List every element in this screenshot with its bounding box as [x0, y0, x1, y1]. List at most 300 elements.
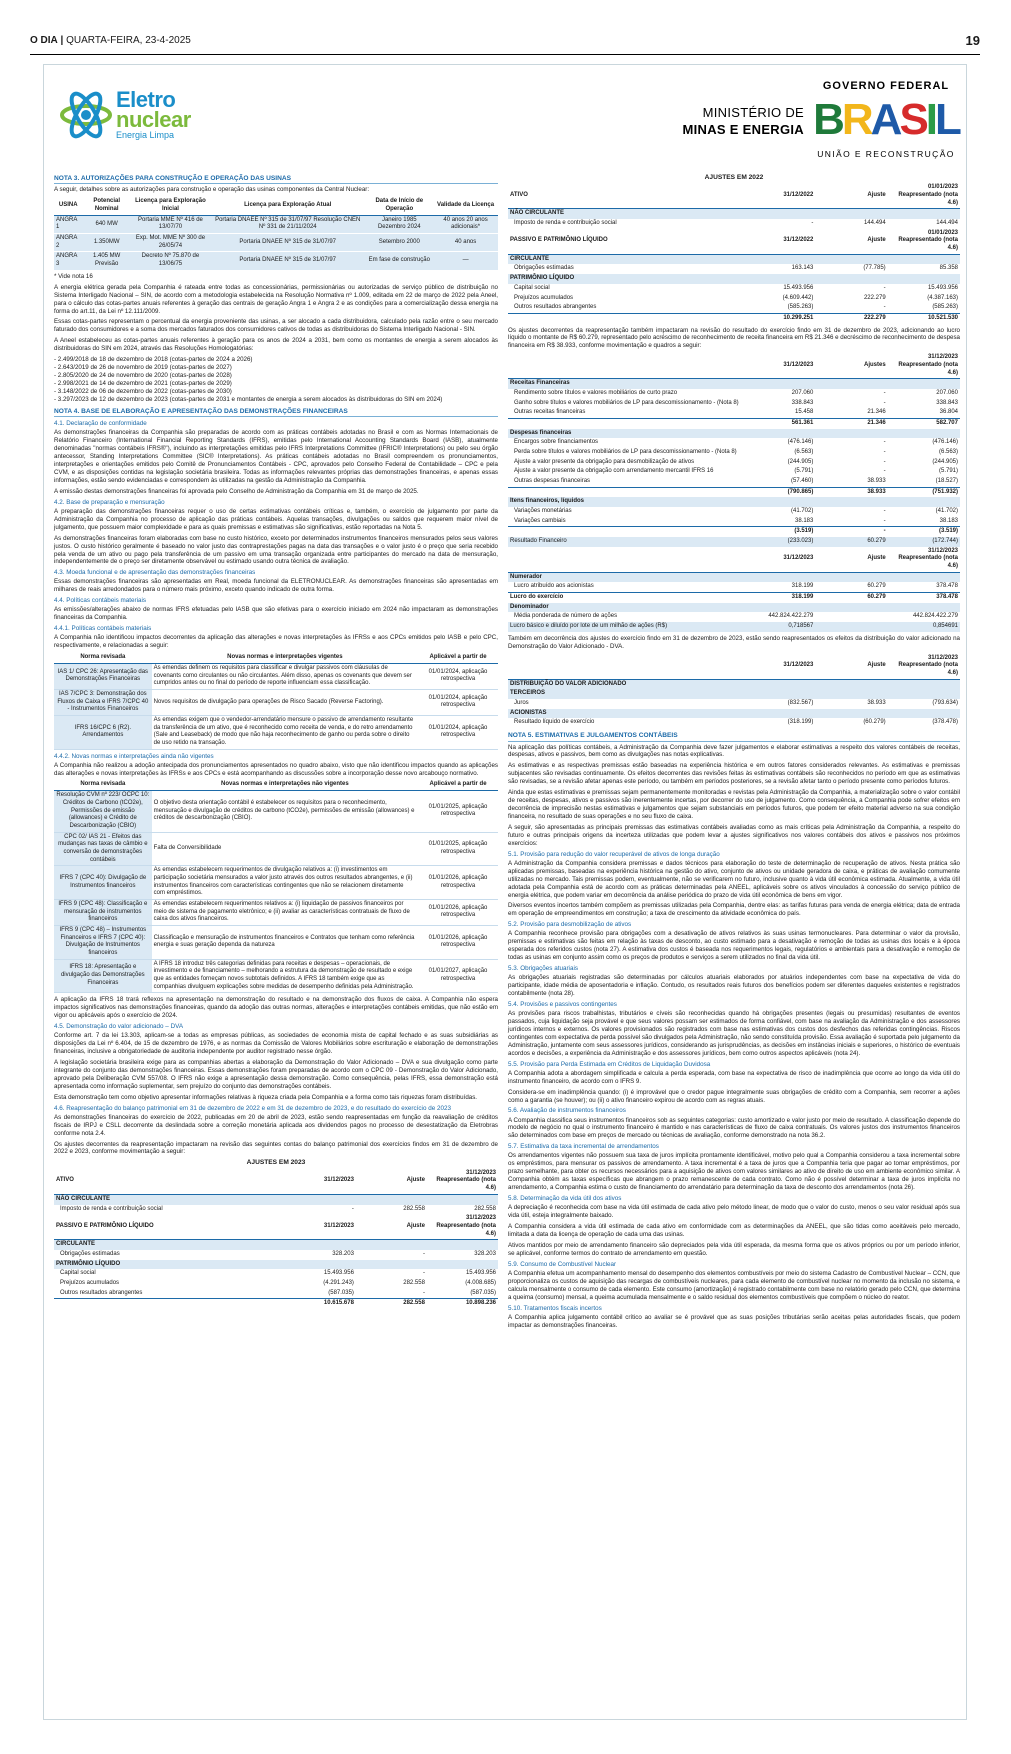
- table-cell: [743, 679, 815, 689]
- table-cell: [508, 487, 743, 497]
- table-cell: NÃO CIRCULANTE: [508, 209, 743, 219]
- section-5-9: 5.9. Consumo de Combustível Nuclear: [508, 1260, 617, 1268]
- table-header-row: [54, 1214, 498, 1240]
- table-cell: 15.493.956: [783, 284, 814, 291]
- table-cell: ACIONISTAS: [508, 709, 743, 719]
- table-cell: -: [811, 220, 814, 227]
- table-cell: Ajuste: [815, 654, 887, 680]
- note4-title: NOTA 4. BASE DE ELABORAÇÃO E APRESENTAÇÃO DAS DEMONSTRAÇÕES FINANCEIRAS: [54, 408, 498, 417]
- s57-p1: Os arrendamentos vigentes não possuem sua taxa de juros implícita prontamente identificável, motivo pelo qual a Companhia considerou a taxa incremental sobre os empréstimos, para mensurar os passivos de arrendamento. A taxa incremental é a taxa de juros que a Companhia teria que pagar ao tomar empréstimos, por prazo semelhante, para obter os recursos necessários para a aquisição de ativos com valores similares ao ativo de direito de uso em ambiente econômico similar. A Companhia obtém as taxas específicas que abrangem o prazo remanescente de cada contrato. Como não é possível determinar a taxa de juros implícita no arrendamento, a Companhia estima o custo de financiamento do arrendatário para determinação da taxa de desconto dos arrendamentos (nota 26).: [508, 1152, 960, 1192]
- table-cell: Portaria DNAEE Nº 315 de 31/07/97: [210, 234, 365, 252]
- table-header-row: [508, 353, 960, 379]
- table-row: [508, 709, 960, 719]
- earnings-table: [508, 547, 960, 632]
- table-cell: [888, 209, 960, 219]
- table-cell: [356, 1194, 427, 1204]
- s51-p1: A Administração da Companhia considera premissas e dados técnicos para elaboração do teste de determinação de recuperação de ativos. Nesta prática são aplicadas premissas, baseadas na experiência histórica na gestão do ativo, conjunto de ativos ou unidade geradora de caixa, e práticas de avaliação comumente utilizadas no mercado. Tais premissas podem, eventualmente, não se verificarem no futuro, inclusive quanto à vida útil econômica estimada. Atualmente, a vida útil adotada pela Companhia está de acordo com as práticas determinadas pela ANEEL, aplicáveis sobre os ativos vinculados à concessão do serviço público de energia elétrica, que podem variar em decorrência da análise periódica do prazo de vida útil econômica de bens em vigor.: [508, 859, 960, 899]
- table-cell: 144.494: [936, 220, 958, 227]
- table-row: [508, 284, 960, 294]
- table-row: [508, 718, 960, 728]
- table-cell: (233.023): [743, 537, 815, 547]
- s46-p1: As demonstrações financeiras do exercício de 2022, publicadas em 20 de abril de 2023, estão sendo reapresentadas em função da reavaliação de créditos fiscais de IRPJ e CSLL decorrente da deslindada sobre a correção monetária aplicada aos dividendos pagos no processo de desestatização da Eletrobras conforme nota 2.4.: [54, 1113, 498, 1137]
- s41-p1: As demonstrações financeiras da Companhia são preparadas de acordo com as práticas contábeis adotadas no Brasil e com as Normas Internacionais de Relatório Financeiro (International Financial Reporting Standards (IFRS), emitidas pelo International Accounting Standards Board (IASB), atualmente denominadas "normas contábeis IFRS®"), incluindo as interpretações emitidas pelo IFRS Interpretations Committee (IFRIC® Interpretations) ou pelo seu órgão antecessor, Standing Interpretations Committee (SIC® Interpretations). As práticas contábeis adotadas no Brasil compreendem os pronunciamentos, interpretações e orientações emitidos pelo Comitê de Pronunciamentos Contábeis - CPC, aprovados pelo Conselho Federal de Contabilidade – CPC e pela CVM, e as disposições contidas na legislação societária brasileira. Todas as informações relevantes próprias das demonstrações financeiras, e apenas essas informações, estão sendo evidenciadas e correspondem às utilizadas na gestão da Administração da Companhia.: [54, 429, 498, 484]
- table-cell: Outras despesas financeiras: [514, 478, 591, 485]
- note3-intro: A seguir, detalhes sobre as autorizações para construção e operação das usinas componentes da Central Nuclear:: [54, 186, 370, 194]
- table-row: [508, 537, 960, 547]
- table-cell: ATIVO: [54, 1169, 285, 1195]
- table-cell: 10.898.236: [427, 1299, 498, 1309]
- table-cell: [427, 1240, 498, 1250]
- table-cell: Variações cambiais: [514, 517, 566, 524]
- table-cell: CPC 02/ IAS 21 - Efeitos das mudanças nas taxas de câmbio e conversão de demonstrações contábeis: [54, 832, 152, 866]
- table-row: [54, 899, 498, 925]
- table-row: [508, 399, 960, 409]
- table-cell: Prejuízos acumulados: [60, 1279, 120, 1286]
- header-divider: [30, 54, 980, 55]
- section-4-4-1: 4.4.1. Políticas contábeis materiais: [54, 625, 152, 633]
- eletronuclear-logo: [58, 87, 208, 143]
- section-4-4-2: 4.4.2. Novas normas e interpretações ainda não vigentes: [54, 752, 214, 760]
- brasil-wordmark: [813, 95, 959, 145]
- table-cell: 378.478: [936, 583, 958, 590]
- s442-p2: A aplicação da IFRS 18 trará reflexos na apresentação na demonstração do resultado e na demonstração dos fluxos de caixa. A Companhia não espera impactos significativos nas demonstrações financeiras, quando da adoção das outras normas, alterações e interpretações contábeis emitidas, que não estão em vigor ou aplicáveis após o exercício de 2024.: [54, 996, 498, 1020]
- table-cell: IAS 1/ CPC 26: Apresentação das Demonstrações Financeiras: [54, 663, 152, 689]
- table-cell: 1.350MW: [82, 234, 130, 252]
- s58-p3: Ativos mantidos por meio de arrendamento financeiro são depreciados pela vida útil esperada, da mesma forma que os ativos próprios ou por um período inferior, se aplicável, conforme termos do contrato de arrendamento em questão.: [508, 1241, 960, 1257]
- table-cell: -: [883, 439, 886, 446]
- table-cell: (57.460): [791, 478, 814, 485]
- table-row: [508, 419, 960, 429]
- table-cell: 40 anos: [433, 234, 498, 252]
- ministry-line1: MINISTÉRIO DE: [702, 105, 804, 120]
- table-row: [508, 389, 960, 399]
- table-cell: -: [883, 284, 886, 291]
- s441-p1: A Companhia não identificou impactos decorrentes da aplicação das alterações e novas interpretações às IFRSs e aos CPCs emitidos pelo IASB e pelo CPC, respectivamente, e relacionadas a seguir:: [54, 634, 498, 650]
- table-cell: 31/12/2023 Reapresentado (nota 4.6): [888, 353, 960, 379]
- table-cell: [815, 209, 887, 219]
- table-cell: -: [883, 304, 886, 311]
- table-cell: As emendas estabelecem requerimentos relativos a: (i) liquidação de passivos financeiros por meio de sistema de pagamento eletrônico; e (ii) avaliar as características contratuais de fluxo de caixa dos ativos financeiros.: [152, 899, 418, 925]
- adjustments-2023-title: AJUSTES EM 2023: [246, 1159, 306, 1167]
- norms-col-header: Norma revisada: [54, 653, 152, 663]
- table-cell: PASSIVO E PATRIMÔNIO LÍQUIDO: [54, 1214, 285, 1240]
- table-cell: 442.824.422.279: [912, 613, 958, 620]
- list-item: - 2.998/2021 de 14 de dezembro de 2021 (cotas-partes de 2029): [54, 380, 232, 387]
- table-cell: [888, 497, 960, 507]
- newspaper-date: QUARTA-FEIRA, 23-4-2025: [66, 34, 191, 46]
- table-row: [508, 219, 960, 229]
- table-cell: 38.933: [867, 478, 886, 485]
- government-line2: UNIÃO E RECONSTRUÇÃO: [817, 149, 955, 160]
- table-cell: 0,718567: [743, 622, 815, 632]
- table-cell: 31/12/2023 Reapresentado (nota 4.6): [427, 1214, 498, 1240]
- table-header-row: [508, 183, 960, 209]
- table-row: [54, 1260, 498, 1270]
- table-cell: 0,854691: [888, 622, 960, 632]
- table-cell: 31/12/2023: [743, 654, 815, 680]
- table-cell: [815, 379, 887, 389]
- table-cell: 15.493.956: [465, 1270, 496, 1277]
- table-cell: Outras receitas financeiras: [514, 409, 586, 416]
- logo-tagline: Energia Limpa: [116, 129, 175, 140]
- s45-p2: A legislação societária brasileira exige para as companhias abertas a elaboração da Demonstração do Valor Adicionado – DVA e sua divulgação como parte integrante do conjunto das demonstrações financeiras. Essas demonstrações foram preparadas de acordo com o CPC 09 - Demonstração do Valor Adicionado, aprovado pela Deliberação CVM 557/08. O IFRS não exige a apresentação dessa demonstração. Como consequência, pelas IFRS, essa demonstração está apresentada como informação suplementar, sem prejuízo do conjunto das demonstrações contábeis.: [54, 1058, 498, 1090]
- dva-p1: Também em decorrência dos ajustes do exercício findo em 31 de dezembro de 2023, estão sendo reapresentados os efeitos da distribuição do valor adicionado na Demonstração do Valor Adicionado - DVA.: [508, 634, 960, 650]
- table-header-row: [508, 547, 960, 573]
- table-cell: (585.263): [932, 304, 958, 311]
- table-cell: Capital social: [514, 284, 550, 291]
- table-cell: IFRS 9 (CPC 48): Classificação e mensuração de instrumentos financeiros: [54, 899, 152, 925]
- table-cell: 15.493.956: [323, 1270, 354, 1277]
- n5-p2: As estimativas e as respectivas premissas estão baseadas na experiência histórica e em outros fatores considerados relevantes. As estimativas e premissas subjacentes são revisadas continuamente. Os efeitos decorrentes das revisões feitas às estimativas contábeis são reconhecidos no período em que as estimativas são revisadas, se a revisão afetar apenas este período, ou também em períodos posteriores, se a revisão afetar tanto o período presente como períodos futuros.: [508, 762, 960, 786]
- table-cell: 10.521.530: [888, 313, 960, 323]
- table-row: [54, 252, 498, 270]
- n5-p4: A seguir, são apresentadas as principais premissas das estimativas contábeis avaliadas como as mais críticas pela Administração da Companhia, a respeito do futuro e outras principais origens da incerteza utilizadas que podem levar a ajustes significativos nos valores contábeis dos ativos e passivos nos próximos exercícios:: [508, 823, 960, 847]
- government-line1: GOVERNO FEDERAL: [822, 80, 950, 92]
- table-cell: 442.824.422.279: [768, 613, 814, 620]
- table-row: [508, 379, 960, 389]
- table-cell: [356, 1240, 427, 1250]
- table-cell: 222.279: [863, 294, 886, 301]
- n5-p1: Na aplicação das políticas contábeis, a Administração da Companhia deve fazer julgamentos e elaborar estimativas a respeito dos valores contábeis de receitas, despesas, ativos e passivos, bem como as divulgações nas notas explicativas.: [508, 743, 960, 759]
- table-row: [508, 274, 960, 284]
- s54-p1: As provisões para riscos trabalhistas, tributários e cíveis são reconhecidas quando há obrigações presentes (legais ou presumidas) resultantes de eventos passados, cuja liquidação seja provável e que seus valores possam ser estimados de forma confiável, com base na avaliação da Administração e dos assessores jurídicos internos e externos. Os valores provisionados são registrados com base nas estimativas dos custos dos desfechos das referidas contingências. Riscos contingentes com expectativa de perda possível são divulgados pela Administração, não sendo constituída provisão. Essa avaliação é suportada pelo julgamento da Administração, juntamente com seus assessores jurídicos, considerando as jurisprudências, as decisões em instâncias iniciais e superiores, o histórico de eventuais acordos e decisões, a experiência da Administração e dos assessores jurídicos, bem como outros aspectos aplicáveis (nota 24).: [508, 1010, 960, 1057]
- table-cell: 282.558: [403, 1205, 425, 1212]
- table-cell: Imposto de renda e contribuição social: [60, 1205, 163, 1212]
- table-cell: 60.279: [867, 583, 886, 590]
- table-cell: 282.558: [403, 1279, 425, 1286]
- plants-col-header: USINA: [54, 197, 82, 215]
- table-cell: 60.279: [815, 593, 887, 603]
- table-cell: (585.263): [787, 304, 814, 311]
- norms-col-header: Novas normas e interpretações não vigentes: [152, 780, 418, 790]
- table-cell: (793.634): [932, 700, 958, 707]
- table-cell: Falta de Conversibilidade: [152, 832, 418, 866]
- table-cell: Imposto de renda e contribuição social: [514, 220, 617, 227]
- table-cell: [743, 497, 815, 507]
- list-item: - 3.148/2022 de 06 de dezembro de 2022 (cotas-partes de 2030): [54, 387, 232, 395]
- table-cell: [815, 709, 887, 719]
- table-row: [508, 429, 960, 439]
- table-cell: [815, 679, 887, 689]
- left-column: [54, 171, 498, 1309]
- table-cell: -: [883, 390, 886, 397]
- table-cell: Resultado Financeiro: [508, 537, 743, 547]
- table-cell: ANGRA 3: [54, 252, 82, 270]
- table-row: [508, 699, 960, 709]
- table-cell: 338.843: [791, 399, 814, 406]
- table-row: [508, 477, 960, 487]
- table-cell: 01/01/2023 Reapresentado (nota 4.6): [888, 183, 960, 209]
- table-cell: [815, 689, 887, 699]
- table-cell: Resolução CVM nº 223/ OCPC 10: Créditos de Carbono (tCO2e), Permissões de emissão (allowances) e Crédito de Descarbonização (CBIO): [54, 791, 152, 832]
- table-cell: PASSIVO E PATRIMÔNIO LÍQUIDO: [508, 229, 743, 255]
- table-cell: —: [433, 252, 498, 270]
- table-cell: Itens financeiros, líquidos: [508, 497, 743, 507]
- table-cell: Ganho sobre títulos e valores mobiliários de LP para descomissionamento - (Nota 8): [514, 399, 739, 406]
- adjustments-p1: Os ajustes decorrentes da reapresentação também impactaram na revisão do resultado do exercício findo em 31 de dezembro de 2023, adicionando ao lucro líquido o montante de R$ 60.279, representado pelo acréscimo de reconhecimento de receita financeira em R$ 21.346 e decréscimo de reconhecimento de despesa financeira em R$ 38.933, conforme movimentação e quadros a seguir:: [508, 326, 960, 350]
- table-cell: Obrigações estimadas: [514, 265, 574, 272]
- norms-col-header: Aplicável a partir de: [418, 653, 498, 663]
- table-row: [508, 264, 960, 274]
- table-cell: Outros resultados abrangentes: [60, 1289, 143, 1296]
- section-4-3: 4.3. Moeda funcional e de apresentação das demonstrações financeiras: [54, 569, 256, 577]
- table-cell: [508, 527, 743, 537]
- table-cell: Ajuste: [356, 1169, 427, 1195]
- plants-col-header: Validade da Licença: [433, 197, 498, 215]
- table-cell: -: [422, 1289, 425, 1296]
- table-cell: (77.785): [863, 265, 886, 272]
- norms-current-header: [54, 653, 498, 663]
- table-cell: PATRIMÔNIO LÍQUIDO: [54, 1260, 285, 1270]
- table-cell: 36.804: [939, 409, 958, 416]
- table-cell: Ajuste: [356, 1214, 427, 1240]
- table-row: [54, 866, 498, 900]
- table-row: [54, 1240, 498, 1250]
- table-row: [54, 1289, 498, 1299]
- table-row: [508, 408, 960, 418]
- table-cell: NÃO CIRCULANTE: [54, 1194, 285, 1204]
- table-cell: As emendas definem os requisitos para classificar e divulgar passivos com cláusulas de covenants como circulantes ou não circulantes. Além disso, apenas os covenants que devem ser cumpridos antes ou no final do período de reporte influenciam essa classificação.: [152, 663, 418, 689]
- table-cell: (172.744): [888, 537, 960, 547]
- table-cell: 144.494: [863, 220, 886, 227]
- s53-p1: As obrigações atuariais registradas são determinadas por cálculos atuariais elaborados por atuários independentes com base na expectativa de vida do participante, idade média de aposentadoria e inflação. Contudo, os resultados reais futuros dos benefícios podem ser diferentes daqueles existentes e registrados contabilmente (nota 28).: [508, 974, 960, 998]
- table-cell: Setembro 2000: [365, 234, 433, 252]
- table-cell: CIRCULANTE: [508, 254, 743, 264]
- s52-p1: A Companhia reconhece provisão para obrigações com a desativação de ativos relativos às suas usinas termonucleares. Para determinar o valor da provisão, premissas e estimativas são feitas em relação às taxas de desconto, ao custo estimado para a desativação e remoção de todas as usinas dos locais e à época esperada dos referidos custos (nota 27). A estimativa dos custos é baseada nos requerimentos legais, regulatórios e ambientais para a desativação e remoção de todas as usinas em conjunto assim como os preços de produtos e serviços a serem utilizados no final da vida útil.: [508, 930, 960, 962]
- table-row: [54, 1205, 498, 1215]
- table-cell: [356, 1260, 427, 1270]
- section-4-1: 4.1. Declaração de conformidade: [54, 420, 147, 428]
- table-cell: DISTRIBUIÇÃO DO VALOR ADICIONADO: [508, 679, 743, 689]
- brasil-letter: A: [870, 95, 900, 145]
- table-cell: 38.183: [939, 517, 958, 524]
- table-cell: 01/01/2026, aplicação retrospectiva: [418, 925, 498, 959]
- table-cell: Em fase de construção: [365, 252, 433, 270]
- table-cell: O objetivo desta orientação contábil é estabelecer os requisitos para o reconhecimento, mensuração e divulgação de créditos de carbono (tCO2e), permissões de emissão (allowances) e créditos de descarbonização (CBIO).: [152, 791, 418, 832]
- table-cell: (832.567): [787, 700, 814, 707]
- norms-col-header: Aplicável a partir de: [418, 780, 498, 790]
- table-cell: [743, 603, 815, 613]
- table-cell: 328.203: [332, 1250, 354, 1257]
- table-row: [508, 603, 960, 613]
- table-cell: Denominador: [508, 603, 743, 613]
- table-cell: Ajuste: [815, 547, 887, 573]
- table-cell: -: [883, 468, 886, 475]
- table-cell: [54, 1299, 285, 1309]
- section-5-3: 5.3. Obrigações atuariais: [508, 965, 579, 973]
- table-row: [508, 593, 960, 603]
- table-row: [54, 1299, 498, 1309]
- table-cell: [888, 603, 960, 613]
- table-row: [508, 313, 960, 323]
- table-cell: 10.615.678: [285, 1299, 356, 1309]
- table-cell: 207.060: [791, 390, 814, 397]
- s58-p2: A Companhia considera a vida útil estimada de cada ativo em conformidade com as determinações da ANEEL, que são tidas como aceitáveis pelo mercado, limitada a data da licença de operação de cada uma das usinas.: [508, 1223, 960, 1238]
- table-cell: 31/12/2023 Reapresentado (nota 4.6): [427, 1169, 498, 1195]
- table-row: [508, 294, 960, 304]
- norms-col-header: Norma revisada: [54, 780, 152, 790]
- table-cell: [815, 274, 887, 284]
- table-cell: [815, 622, 887, 632]
- table-cell: 31/12/2023: [743, 547, 815, 573]
- s51-p2: Diversos eventos incertos também compõem as premissas utilizadas pela Companhia, dentre elas: as tarifas futuras para venda de energia elétrica; data de entrada em operação de empreendimentos em construção; a taxa de crescimento da atividade econômica do país.: [508, 902, 960, 918]
- table-cell: (476.146): [932, 439, 958, 446]
- table-cell: (60.279): [863, 719, 886, 726]
- table-cell: [427, 1194, 498, 1204]
- table-cell: [508, 654, 743, 680]
- table-cell: (244.905): [787, 458, 814, 465]
- s42-p1: A preparação das demonstrações financeiras requer o uso de certas estimativas contábeis críticas e, também, o exercício de julgamento por parte da Administração da Companhia no processo de aplicação das práticas contábeis. Aquelas transações, divulgações ou saldos que requerem maior nível de julgamento, que possuem maior complexidade e para as quais premissas e estimativas são significativas, estão reportadas na Nota 5.: [54, 507, 498, 531]
- logo-line1: Eletro: [116, 86, 176, 112]
- norms-future-table: [54, 780, 498, 993]
- table-cell: PATRIMÔNIO LÍQUIDO: [508, 274, 743, 284]
- table-cell: 01/01/2027, aplicação retrospectiva: [418, 959, 498, 993]
- table-cell: Janeiro 1985 Dezembro 2024: [365, 215, 433, 233]
- table-cell: Portaria DNAEE Nº 315 de 31/07/97 Resolução CNEN Nº 331 de 21/11/2024: [210, 215, 365, 233]
- table-cell: [815, 603, 887, 613]
- table-cell: IAS 7/CPC 3: Demonstração dos Fluxos de Caixa e IFRS 7/CPC 40 - Instrumentos Financeiros: [54, 689, 152, 715]
- table-cell: (4.609.442): [782, 294, 814, 301]
- table-row: [54, 832, 498, 866]
- table-row: [508, 448, 960, 458]
- table-row: [54, 663, 498, 689]
- table-row: [508, 209, 960, 219]
- newspaper-header: [30, 30, 980, 52]
- adjustments-2022-title: AJUSTES EM 2022: [704, 174, 764, 181]
- table-cell: (790.865): [743, 487, 815, 497]
- table-row: [508, 572, 960, 582]
- note3-footnote: * Vide nota 16: [54, 272, 93, 280]
- table-cell: 207.060: [936, 390, 958, 397]
- table-cell: ANGRA 1: [54, 215, 82, 233]
- table-row: [508, 679, 960, 689]
- table-cell: -: [883, 458, 886, 465]
- table-cell: [743, 379, 815, 389]
- list-item: - 3.297/2023 de 12 de dezembro de 2023 (cotas-partes de 2031 e montantes de energia a serem alocados às distribuidoras do SIN em 2024): [54, 395, 443, 403]
- table-cell: Juros: [514, 700, 529, 707]
- table-cell: [888, 254, 960, 264]
- table-cell: [888, 709, 960, 719]
- table-cell: (18.527): [935, 478, 958, 485]
- table-cell: Novos requisitos de divulgação para operações de Risco Sacado (Reverse Factoring).: [152, 689, 418, 715]
- table-cell: TERCEIROS: [508, 689, 743, 699]
- table-row: [508, 527, 960, 537]
- table-header-row: [508, 229, 960, 255]
- table-row: [508, 254, 960, 264]
- table-cell: Ajuste a valor presente da obrigação para desmobilização de ativos: [514, 458, 695, 465]
- plants-col-header: Licença para Exploração Atual: [210, 197, 365, 215]
- table-row: [508, 507, 960, 517]
- table-row: [54, 715, 498, 749]
- section-5-7: 5.7. Estimativa da taxa incremental de arrendamentos: [508, 1143, 659, 1151]
- table-cell: [427, 1260, 498, 1270]
- table-cell: ANGRA 2: [54, 234, 82, 252]
- table-cell: 01/01/2024, aplicação retrospectiva: [418, 689, 498, 715]
- table-row: [54, 1250, 498, 1260]
- table-row: [508, 689, 960, 699]
- table-cell: 01/01/2026, aplicação retrospectiva: [418, 899, 498, 925]
- table-cell: Despesas financeiras: [508, 429, 743, 439]
- table-cell: Média ponderada de número de ações: [514, 613, 618, 620]
- legal-notice: [43, 64, 967, 1720]
- s510-p1: A Companhia aplica julgamento contábil crítico ao avaliar se é provável que as suas posições tributárias serão aceitas pelas autoridades fiscais, que podem impactar as demonstrações financeiras.: [508, 1313, 960, 1329]
- table-cell: 01/01/2025, aplicação retrospectiva: [418, 832, 498, 866]
- note3-title: NOTA 3. AUTORIZAÇÕES PARA CONSTRUÇÃO E OPERAÇÃO DAS USINAS: [54, 175, 498, 184]
- list-item: - 2.643/2019 de 26 de novembro de 2019 (cotas-partes de 2027): [54, 364, 232, 372]
- section-5-6: 5.6. Avaliação de instrumentos financeiros: [508, 1107, 626, 1115]
- table-row: [508, 458, 960, 468]
- table-cell: [743, 709, 815, 719]
- list-item: - 2.499/2018 de 18 de dezembro de 2018 (cotas-partes de 2024 a 2026): [54, 356, 253, 364]
- page-number: 19: [965, 32, 980, 48]
- section-5-10: 5.10. Tratamentos fiscais incertos: [508, 1304, 602, 1312]
- table-cell: -: [883, 508, 886, 515]
- table-cell: 282.558: [356, 1299, 427, 1309]
- table-row: [508, 582, 960, 592]
- s45-p1: Conforme art. 7 da lei 13.303, aplicam-se a todas as empresas públicas, as sociedades de economia mista de capital fechado e as suas subsidiárias as disposições da Lei nº 6.404, de 15 de dezembro de 1976, e as normas da Comissão de Valores Mobiliários sobre escrituração e elaboração de demonstrações financeiras, inclusive a obrigatoriedade de auditoria independente por auditor registrado nesse órgão.: [54, 1032, 498, 1056]
- plants-col-header: Potencial Nominal: [82, 197, 130, 215]
- table-cell: Ajuste: [815, 229, 887, 255]
- s41-p2: A emissão destas demonstrações financeiras foi aprovada pelo Conselho de Administração da Companhia em 31 de março de 2025.: [54, 487, 419, 495]
- table-cell: Capital social: [60, 1270, 96, 1277]
- table-cell: 21.346: [867, 409, 886, 416]
- table-cell: 378.478: [888, 593, 960, 603]
- table-cell: [743, 429, 815, 439]
- section-5-2: 5.2. Provisão para desmobilização de ativos: [508, 921, 632, 929]
- dva-table: [508, 654, 960, 728]
- table-cell: 31/12/2022: [743, 229, 815, 255]
- table-cell: IFRS 18: Apresentação e divulgação das Demonstrações Financeiras: [54, 959, 152, 993]
- right-column: [508, 171, 960, 1332]
- table-cell: Receitas Financeiras: [508, 379, 743, 389]
- table-cell: Portaria MME Nº 416 de 13/07/70: [131, 215, 210, 233]
- table-cell: [285, 1240, 356, 1250]
- plants-col-header: Licença para Exploração Inicial: [131, 197, 210, 215]
- table-cell: 01/01/2025, aplicação retrospectiva: [418, 791, 498, 832]
- table-row: [508, 487, 960, 497]
- table-row: [54, 1279, 498, 1289]
- financial-result-table: [508, 353, 960, 546]
- table-cell: Outros resultados abrangentes: [514, 304, 597, 311]
- section-4-5: 4.5. Demonstração do valor adicionado – DVA: [54, 1023, 184, 1031]
- table-cell: [743, 274, 815, 284]
- table-cell: 31/12/2023: [285, 1169, 356, 1195]
- table-cell: IFRS 9 (CPC 48) – Instrumentos Financeiros e IFRS 7 (CPC 40): Divulgação de Instrumentos financeiros: [54, 925, 152, 959]
- table-cell: 31/12/2022: [743, 183, 815, 209]
- atom-icon: [58, 87, 114, 143]
- plants-table: [54, 197, 498, 270]
- table-cell: 85.358: [939, 265, 958, 272]
- table-cell: Decreto Nº 75.870 de 13/06/75: [131, 252, 210, 270]
- table-cell: 38.933: [867, 700, 886, 707]
- table-cell: (378.478): [932, 719, 958, 726]
- table-cell: 31/12/2023: [743, 353, 815, 379]
- table-cell: [285, 1260, 356, 1270]
- table-cell: Ajustes: [815, 353, 887, 379]
- table-cell: (41.702): [935, 508, 958, 515]
- table-cell: (244.905): [932, 458, 958, 465]
- table-cell: [815, 254, 887, 264]
- table-cell: Exp. Mot. MME Nº 300 de 26/05/74: [131, 234, 210, 252]
- table-cell: (5.791): [938, 468, 958, 475]
- table-cell: 282.558: [474, 1205, 496, 1212]
- table-cell: (5.791): [794, 468, 814, 475]
- brasil-letter: B: [813, 95, 842, 145]
- s55-p2: Considera-se em inadimplência quando: (i) é improvável que o credor pague integralmente suas obrigações de crédito com a Companhia, sem recorrer a ações como a garantia (se houver); ou (ii) o ativo financeiro expirou de acordo com as regras atuais.: [508, 1088, 960, 1104]
- s44-p1: As emissões/alterações abaixo de normas IFRS efetuadas pelo IASB que são efetivas para o exercício iniciado em 2024 não impactaram as demonstrações financeiras da Companhia.: [54, 606, 498, 622]
- table-cell: 163.143: [791, 265, 814, 272]
- table-cell: -: [883, 399, 886, 406]
